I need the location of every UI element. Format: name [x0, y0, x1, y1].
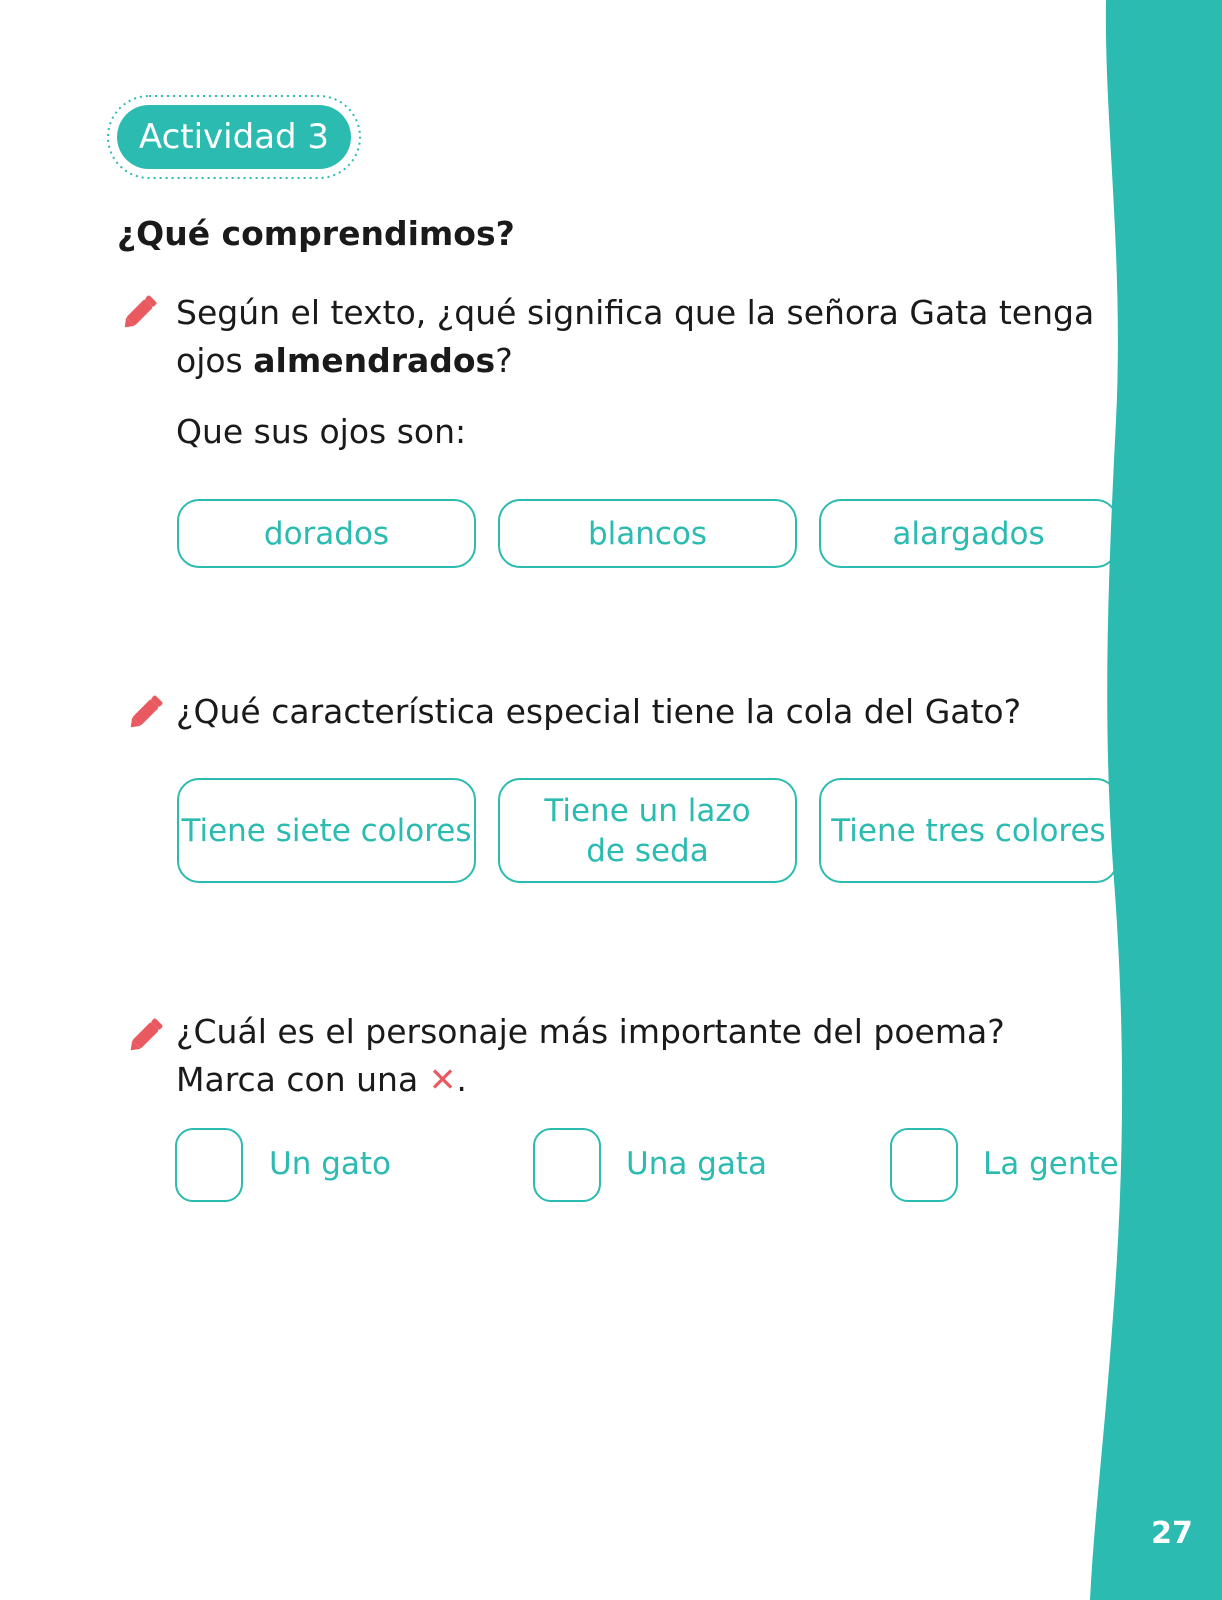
pencil-icon: [124, 688, 170, 734]
x-mark-icon: ✕: [428, 1060, 457, 1099]
activity-label: Actividad 3: [138, 117, 330, 157]
question-3-line-2-start: Marca con una: [176, 1060, 429, 1099]
answer-option-line-2: de seda: [586, 832, 709, 869]
question-3-line-2-end: .: [456, 1060, 467, 1099]
answer-option-blancos[interactable]: [498, 499, 797, 568]
answer-option-label: blancos: [587, 515, 708, 552]
question-1-keyword: almendrados: [253, 341, 496, 380]
question-1-line-1: Según el texto, ¿qué significa que la señora Gata tenga: [176, 293, 1095, 332]
question-1: [176, 289, 1094, 385]
answer-option-siete-colores[interactable]: [177, 778, 476, 883]
pencil-icon: [124, 1011, 170, 1057]
checkbox-label-la-gente: La gente: [983, 1146, 1119, 1182]
answer-option-alargados[interactable]: [819, 499, 1118, 568]
checkbox-label-una-gata: Una gata: [626, 1146, 768, 1182]
checkbox-un-gato[interactable]: [175, 1128, 243, 1202]
checkbox-una-gata[interactable]: [533, 1128, 601, 1202]
question-1-prompt: Que sus ojos son:: [176, 412, 467, 451]
question-1-line-2-start: ojos: [176, 341, 254, 380]
activity-badge: [106, 94, 362, 180]
question-3-line-1: ¿Cuál es el personaje más importante del poema?: [176, 1012, 1005, 1051]
answer-option-label: Tiene siete colores: [181, 812, 472, 849]
checkbox-label-un-gato: Un gato: [269, 1146, 391, 1182]
question-3-line-2: [176, 1056, 1005, 1104]
question-1-line-2: [176, 337, 1094, 385]
section-title: ¿Qué comprendimos?: [117, 214, 515, 253]
answer-option-line-1: Tiene un lazo: [544, 792, 751, 829]
answer-option-tres-colores[interactable]: [819, 778, 1118, 883]
answer-option-lazo-de-seda[interactable]: [498, 778, 797, 883]
answer-option-label: [544, 791, 750, 871]
answer-option-label: Tiene tres colores: [831, 812, 1106, 849]
answer-option-label: dorados: [263, 515, 390, 552]
checkbox-la-gente[interactable]: [890, 1128, 958, 1202]
answer-option-label: alargados: [892, 515, 1045, 552]
answer-option-dorados[interactable]: [177, 499, 476, 568]
question-2: ¿Qué característica especial tiene la cola del Gato?: [176, 692, 1022, 731]
question-1-line-2-end: ?: [495, 341, 513, 380]
question-3: [176, 1008, 1005, 1104]
page-number: 27: [1151, 1516, 1193, 1551]
pencil-icon: [118, 288, 164, 334]
